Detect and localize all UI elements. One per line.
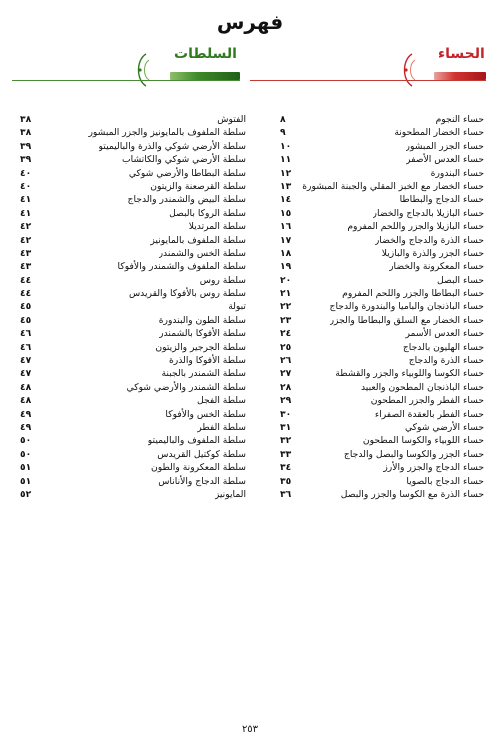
toc-entry-title: سلطة الشمندر بالجبنة — [161, 368, 246, 380]
page-title: فهرس — [216, 10, 284, 34]
toc-entry[interactable] — [14, 367, 250, 380]
toc-entry[interactable] — [14, 274, 250, 287]
ornament-icon — [398, 52, 418, 88]
toc-entry-title: سلطة البطاطا والأرضي شوكي — [128, 167, 246, 179]
toc-entry[interactable] — [252, 354, 488, 367]
toc-entry-title: سلطة الخس والشمندر — [158, 247, 246, 259]
toc-entry-page-number: ٤٢ — [20, 221, 32, 233]
toc-entry[interactable] — [14, 421, 250, 434]
toc-entry-title: حساء الباذنجان والباميا والبندورة والدجاج — [329, 301, 484, 313]
toc-entry-page-number: ٣٢ — [280, 435, 292, 447]
toc-entry-page-number: ٣١ — [280, 421, 292, 433]
toc-entry[interactable] — [252, 113, 488, 126]
toc-entry-title: حساء البصل — [437, 274, 484, 286]
soups-section-title: الحساء — [438, 46, 485, 62]
toc-entry-page-number: ٨ — [280, 114, 286, 125]
toc-entry-page-number: ٩ — [280, 127, 286, 139]
soups-list — [252, 113, 488, 501]
salads-list — [14, 113, 250, 501]
toc-entry-page-number: ١٢ — [280, 167, 292, 179]
toc-entry-title: سلطة الأفوكا بالشمندر — [159, 328, 246, 340]
toc-entry-title: سلطة البيض والشمندر والدجاج — [127, 194, 246, 206]
toc-entry-title: حساء الذرة مع الكوسا والجزر والبصل — [340, 488, 484, 500]
toc-entry-title: سلطة الفطر — [197, 421, 246, 433]
toc-entry-title: الفتوش — [217, 114, 246, 125]
toc-entry[interactable] — [252, 475, 488, 488]
toc-entry-page-number: ٢٦ — [280, 355, 292, 367]
toc-entry-page-number: ٥٠ — [20, 435, 32, 447]
toc-entry[interactable] — [252, 153, 488, 166]
toc-entry-page-number: ١٣ — [280, 180, 292, 192]
toc-entry[interactable] — [14, 408, 250, 421]
toc-entry-title: سلطة الملفوف والشمندر والأفوكا — [117, 261, 246, 273]
toc-entry[interactable] — [14, 140, 250, 153]
toc-entry[interactable] — [252, 260, 488, 273]
toc-entry-title: سلطة الملفوف بالمايونيز — [150, 234, 246, 246]
toc-entry-title: حساء الذرة والدجاج والخضار — [374, 234, 484, 246]
ornament-icon — [132, 52, 152, 88]
toc-entry[interactable] — [14, 488, 250, 501]
toc-entry[interactable] — [252, 408, 488, 421]
toc-entry-page-number: ٤٥ — [20, 314, 32, 326]
salads-section-header — [12, 44, 252, 88]
toc-entry-page-number: ٢٤ — [280, 328, 292, 340]
toc-entry-page-number: ٥٢ — [20, 488, 32, 500]
toc-entry[interactable] — [14, 167, 250, 180]
toc-entry[interactable] — [14, 153, 250, 166]
toc-entry-title: حساء الخضار المطحونة — [394, 127, 484, 139]
toc-entry-page-number: ٤٣ — [20, 261, 32, 273]
toc-entry[interactable] — [14, 341, 250, 354]
toc-entry-title: حساء الجزر المبشور — [405, 140, 484, 152]
toc-entry-title: سلطة الطون والبندورة — [158, 314, 246, 326]
toc-entry-page-number: ٤٥ — [20, 301, 32, 313]
toc-entry-page-number: ٢٢ — [280, 301, 292, 313]
toc-entry-page-number: ١٩ — [280, 261, 292, 273]
toc-entry-page-number: ١٧ — [280, 234, 292, 246]
toc-entry-page-number: ٥١ — [20, 462, 32, 474]
toc-entry[interactable] — [252, 207, 488, 220]
toc-entry-page-number: ٤٧ — [20, 355, 32, 367]
toc-entry-title: سلطة الملفوف بالمايونيز والجزر المبشور — [88, 127, 246, 139]
toc-entry[interactable] — [14, 260, 250, 273]
toc-entry[interactable] — [14, 193, 250, 206]
toc-entry-page-number: ١٨ — [280, 247, 292, 259]
toc-entry-title: حساء الدجاج بالصويا — [406, 475, 484, 487]
toc-entry-page-number: ٤٠ — [20, 167, 32, 179]
toc-entry-title: سلطة المعكرونة والطون — [150, 462, 246, 474]
toc-entry[interactable] — [14, 300, 250, 313]
toc-entry-title: حساء الذرة والدجاج — [408, 355, 484, 367]
toc-entry-page-number: ١٠ — [280, 140, 292, 152]
toc-entry-title: المايونيز — [214, 488, 246, 500]
soups-header-bar — [434, 72, 486, 80]
toc-entry-title: حساء الفطر بالعقدة الصفراء — [374, 408, 484, 420]
salads-header-bar — [170, 72, 240, 80]
toc-entry-title: حساء اللوبياء والكوسا المطحون — [362, 435, 484, 447]
toc-entry[interactable] — [252, 300, 488, 313]
toc-entry-page-number: ٥١ — [20, 475, 32, 487]
toc-entry[interactable] — [14, 381, 250, 394]
toc-entry-title: سلطة الأرضي شوكي والذرة والباليميتو — [98, 140, 246, 152]
toc-entry-page-number: ٤٧ — [20, 368, 32, 380]
toc-entry-page-number: ١٦ — [280, 221, 292, 233]
toc-entry-title: حساء الجزر والكوسا والبصل والدجاج — [343, 448, 484, 460]
toc-entry[interactable] — [252, 488, 488, 501]
toc-entry-title: حساء الهليون بالدجاج — [402, 341, 484, 353]
toc-entry[interactable] — [14, 394, 250, 407]
toc-entry[interactable] — [252, 274, 488, 287]
toc-entry-page-number: ٢٧ — [280, 368, 292, 380]
toc-entry[interactable] — [14, 220, 250, 233]
toc-entry-title: حساء المعكرونة والخضار — [389, 261, 484, 273]
toc-entry[interactable] — [14, 180, 250, 193]
toc-entry-title: حساء العدس الأسمر — [405, 328, 484, 340]
toc-entry-page-number: ٤٩ — [20, 408, 32, 420]
toc-entry-title: حساء الأرضي شوكي — [405, 421, 484, 433]
toc-entry[interactable] — [252, 367, 488, 380]
toc-entry-page-number: ٤٦ — [20, 341, 32, 353]
toc-entry[interactable] — [14, 247, 250, 260]
toc-entry-page-number: ٤١ — [20, 207, 32, 219]
toc-entry-page-number: ٣٩ — [20, 154, 32, 166]
toc-entry[interactable] — [14, 448, 250, 461]
salads-header-rule — [12, 80, 240, 81]
toc-entry-page-number: ٢٩ — [280, 395, 292, 407]
toc-entry[interactable] — [14, 126, 250, 139]
toc-entry-page-number: ٤٨ — [20, 381, 32, 393]
toc-entry[interactable] — [14, 113, 250, 126]
toc-entry[interactable] — [14, 234, 250, 247]
toc-entry-page-number: ٣٣ — [280, 448, 292, 460]
toc-entry[interactable] — [14, 207, 250, 220]
toc-entry-page-number: ١٤ — [280, 194, 292, 206]
toc-entry-title: حساء الدجاج والجزر والأرز — [383, 462, 484, 474]
toc-entry-page-number: ٣٨ — [20, 127, 32, 139]
soups-section-header — [250, 44, 490, 88]
toc-entry[interactable] — [252, 140, 488, 153]
toc-entry-title: حساء البطاطا والجزر واللحم المفروم — [342, 288, 484, 300]
toc-entry[interactable] — [252, 287, 488, 300]
toc-entry-title: حساء الكوسا واللوبياء والجزر والقشطة — [335, 368, 484, 380]
toc-entry-title: سلطة الأرضي شوكي والكاتشاب — [122, 154, 246, 166]
toc-entry-page-number: ٣٨ — [20, 114, 32, 125]
toc-entry-title: حساء الخضار مع السلق والبطاطا والجزر — [329, 314, 484, 326]
toc-entry[interactable] — [252, 434, 488, 447]
toc-entry-page-number: ٤١ — [20, 194, 32, 206]
soups-header-rule — [250, 80, 486, 81]
toc-entry[interactable] — [252, 167, 488, 180]
page-number: ٢٥٣ — [241, 724, 259, 735]
toc-entry[interactable] — [252, 448, 488, 461]
toc-entry-page-number: ٢٨ — [280, 381, 292, 393]
toc-entry-page-number: ٢١ — [280, 288, 292, 300]
toc-entry[interactable] — [252, 247, 488, 260]
toc-entry-page-number: ٣٦ — [280, 488, 292, 500]
toc-entry-title: حساء الفطر والجزر المطحون — [370, 395, 484, 407]
toc-entry-title: حساء الدجاج والبطاطا — [399, 194, 484, 206]
toc-entry-page-number: ٣٤ — [280, 462, 292, 474]
toc-entry[interactable] — [252, 314, 488, 327]
toc-entry-title: تبولة — [228, 301, 246, 313]
toc-entry-page-number: ٤٠ — [20, 180, 32, 192]
toc-entry-page-number: ٣٩ — [20, 140, 32, 152]
toc-entry-title: سلطة الأفوكا والذرة — [168, 355, 246, 367]
toc-entry[interactable] — [14, 461, 250, 474]
toc-entry-page-number: ٤٤ — [20, 288, 32, 300]
toc-entry-title: حساء البازيلا بالدجاج والخضار — [372, 207, 484, 219]
toc-entry-page-number: ٤٩ — [20, 421, 32, 433]
toc-entry-title: سلطة المرتديلا — [188, 221, 246, 233]
toc-entry-title: سلطة روس بالأفوكا والقريدس — [128, 288, 246, 300]
toc-entry-title: سلطة الشمندر والأرضي شوكي — [126, 381, 246, 393]
toc-entry[interactable] — [252, 461, 488, 474]
toc-entry-title: سلطة روس — [199, 274, 246, 286]
toc-entry[interactable] — [252, 234, 488, 247]
toc-entry-title: حساء البازيلا والجزر واللحم المفروم — [347, 221, 484, 233]
salads-section-title: السلطات — [174, 46, 237, 62]
toc-entry-title: سلطة الملفوف والباليميتو — [147, 435, 246, 447]
toc-entry[interactable] — [14, 475, 250, 488]
toc-entry-page-number: ٣٥ — [280, 475, 292, 487]
toc-entry[interactable] — [252, 341, 488, 354]
toc-entry-page-number: ٤٨ — [20, 395, 32, 407]
toc-entry-page-number: ٣٠ — [280, 408, 292, 420]
toc-entry[interactable] — [14, 354, 250, 367]
toc-entry-page-number: ٢٣ — [280, 314, 292, 326]
toc-entry-page-number: ٤٦ — [20, 328, 32, 340]
toc-entry-title: حساء الباذنجان المطحون والعبيد — [360, 381, 484, 393]
toc-entry-title: سلطة الروكا بالبصل — [169, 207, 246, 219]
toc-entry-page-number: ٢٠ — [280, 274, 292, 286]
toc-entry-title: حساء الجزر والذرة والبازيلا — [381, 247, 484, 259]
toc-entry-page-number: ١١ — [280, 154, 292, 166]
toc-entry[interactable] — [252, 381, 488, 394]
toc-entry-title: حساء البندورة — [430, 167, 484, 179]
toc-entry[interactable] — [14, 327, 250, 340]
toc-entry[interactable] — [252, 126, 488, 139]
toc-entry[interactable] — [14, 314, 250, 327]
toc-entry-page-number: ٥٠ — [20, 448, 32, 460]
toc-entry[interactable] — [252, 394, 488, 407]
toc-entry-title: سلطة الدجاج والأناناس — [158, 475, 246, 487]
toc-entry-title: حساء العدس الأصفر — [406, 154, 484, 166]
toc-entry[interactable] — [252, 421, 488, 434]
toc-entry-page-number: ٤٢ — [20, 234, 32, 246]
toc-entry-title: حساء الخضار مع الخبز المقلي والجبنة المبشورة — [302, 180, 484, 192]
toc-entry[interactable] — [252, 327, 488, 340]
toc-entry-title: سلطة الخس والأفوكا — [165, 408, 246, 420]
toc-entry-title: سلطة الفجل — [196, 395, 246, 407]
toc-entry[interactable] — [252, 180, 488, 193]
toc-entry-title: سلطة الجرجير والزيتون — [155, 341, 246, 353]
toc-entry[interactable] — [252, 193, 488, 206]
toc-entry-title: سلطة كوكتيل القريدس — [157, 448, 246, 460]
toc-entry-page-number: ٤٤ — [20, 274, 32, 286]
toc-entry-title: سلطة القرصعنة والزيتون — [150, 180, 246, 192]
toc-entry-title: حساء النجوم — [435, 114, 484, 125]
toc-entry-page-number: ١٥ — [280, 207, 292, 219]
toc-entry[interactable] — [252, 220, 488, 233]
toc-entry[interactable] — [14, 287, 250, 300]
toc-entry-page-number: ٤٣ — [20, 247, 32, 259]
toc-entry[interactable] — [14, 434, 250, 447]
toc-entry-page-number: ٢٥ — [280, 341, 292, 353]
